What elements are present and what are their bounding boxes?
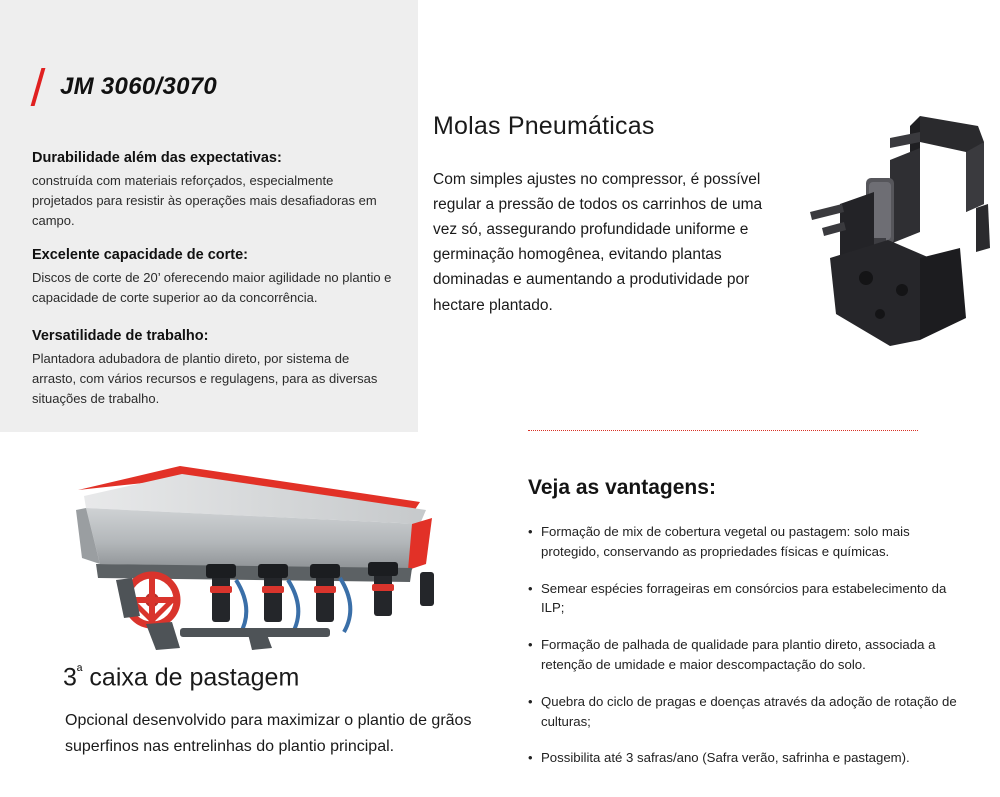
advantages-title: Veja as vantagens: (528, 476, 716, 499)
left-info-panel (0, 0, 418, 432)
seedbox-title (63, 663, 299, 692)
section-divider (528, 430, 918, 431)
red-slash-icon (32, 68, 46, 106)
list-item: • Formação de palhada de qualidade para plantio direto, associada a retenção de umidade e maior descompactação do solo. (528, 635, 966, 675)
molas-section-text: Com simples ajustes no compressor, é possível regular a pressão de todos os carrinhos de uma vez só, assegurando profundidade uniforme e germinação homogênea, evitando plantas dominadas e aumentando a produtividade por hectare plantado. (433, 171, 763, 314)
feature-body: Discos de corte de 20’ oferecendo maior agilidade no plantio e capacidade de corte superior ao da concorrência. (32, 270, 392, 306)
advantages-list (528, 522, 966, 785)
seed-box-planter-image (60, 452, 470, 660)
pneumatic-spring-image (770, 108, 992, 350)
list-item: • Quebra do ciclo de pragas e doenças através da adoção de rotação de culturas; (528, 692, 966, 732)
feature-heading: Excelente capacidade de corte: (32, 247, 248, 263)
feature-body: Plantadora adubadora de plantio direto, por sistema de arrasto, com vários recursos e regulagens, para as diversas situações de trabalho. (32, 351, 378, 407)
list-item: • Formação de mix de cobertura vegetal ou pastagem: solo mais protegido, conservando as propriedades físicas e químicas. (528, 522, 966, 562)
molas-section-title: Molas Pneumáticas (433, 112, 655, 140)
page-title: JM 3060/3070 (60, 73, 218, 100)
list-item: • Possibilita até 3 safras/ano (Safra verão, safrinha e pastagem). (528, 748, 966, 768)
feature-block (32, 247, 394, 308)
list-item: • Semear espécies forrageiras em consórcios para estabelecimento da ILP; (528, 579, 966, 619)
seedbox-title-ordinal: ª (76, 663, 83, 680)
seedbox-title-number: 3 (63, 663, 77, 692)
feature-heading: Durabilidade além das expectativas: (32, 150, 282, 166)
seedbox-title-rest: caixa de pastagem (82, 663, 300, 692)
feature-block (32, 328, 394, 409)
feature-heading: Versatilidade de trabalho: (32, 328, 209, 344)
feature-block (32, 150, 394, 231)
seedbox-text: Opcional desenvolvido para maximizar o plantio de grãos superfinos nas entrelinhas do plantio principal. (65, 712, 472, 755)
model-title-row (32, 68, 217, 106)
feature-body: construída com materiais reforçados, especialmente projetados para resistir às operações mais desafiadoras em campo. (32, 173, 377, 229)
